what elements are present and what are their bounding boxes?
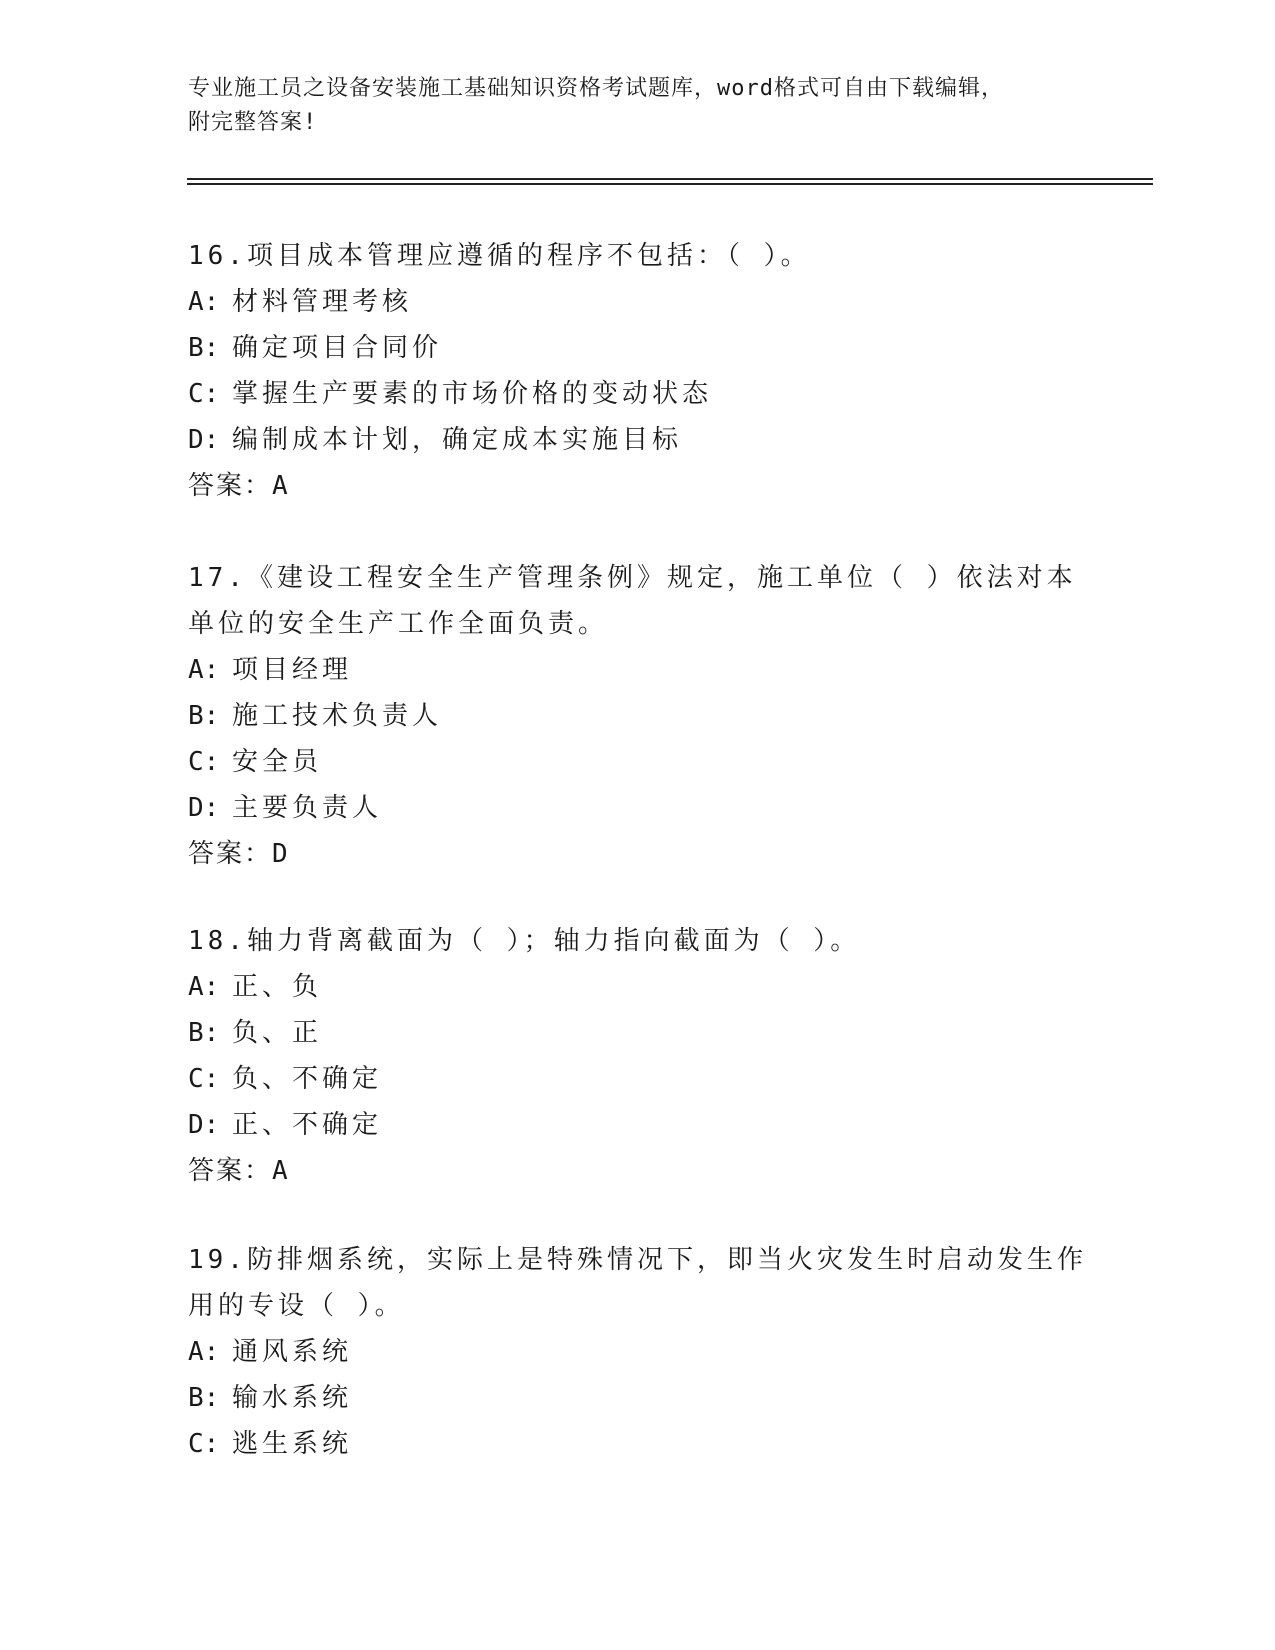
answer-value: A [272, 1156, 288, 1186]
option-c [188, 1421, 1088, 1467]
option-text: 安全员 [232, 747, 323, 777]
option-letter: D: [188, 793, 220, 823]
option-text: 施工技术负责人 [232, 701, 443, 731]
option-letter: C: [188, 379, 220, 409]
option-text: 通风系统 [232, 1337, 353, 1367]
option-a [188, 1329, 1088, 1375]
option-c [188, 739, 1088, 785]
question-stem: 16.项目成本管理应遵循的程序不包括：（ ）。 [188, 241, 811, 271]
option-b [188, 1010, 1088, 1056]
header-divider-bottom [187, 183, 1153, 185]
option-letter: B: [188, 1018, 220, 1048]
answer-line [188, 1148, 1088, 1194]
option-a [188, 279, 1088, 325]
header-line-1: 专业施工员之设备安装施工基础知识资格考试题库，word格式可自由下载编辑， [188, 76, 1004, 101]
option-text: 主要负责人 [232, 793, 383, 823]
answer-value: A [272, 471, 288, 501]
answer-label: 答案： [188, 471, 273, 501]
question-18 [188, 918, 1088, 1194]
option-letter: D: [188, 425, 220, 455]
option-text: 材料管理考核 [232, 287, 413, 317]
option-letter: A: [188, 1337, 220, 1367]
header-divider-top [187, 178, 1153, 180]
answer-line [188, 831, 1088, 877]
option-letter: C: [188, 1064, 220, 1094]
question-stem: 19.防排烟系统，实际上是特殊情况下，即当火灾发生时启动发生作用的专设（ ）。 [188, 1245, 1087, 1321]
option-text: 掌握生产要素的市场价格的变动状态 [232, 379, 713, 409]
option-d [188, 417, 1088, 463]
option-letter: A: [188, 287, 220, 317]
option-b [188, 1375, 1088, 1421]
option-d [188, 785, 1088, 831]
option-text: 输水系统 [232, 1383, 353, 1413]
option-letter: B: [188, 701, 220, 731]
question-stem: 17.《建设工程安全生产管理条例》规定，施工单位（ ）依法对本单位的安全生产工作全面负责。 [188, 563, 1077, 639]
option-text: 正、负 [232, 972, 323, 1002]
option-b [188, 325, 1088, 371]
option-c [188, 371, 1088, 417]
option-text: 确定项目合同价 [232, 333, 443, 363]
option-a [188, 647, 1088, 693]
option-text: 正、不确定 [232, 1110, 383, 1140]
option-c [188, 1056, 1088, 1102]
option-text: 项目经理 [232, 655, 353, 685]
answer-label: 答案： [188, 839, 273, 869]
option-letter: B: [188, 333, 220, 363]
document-header [188, 72, 1068, 140]
option-text: 逃生系统 [232, 1429, 353, 1459]
option-d [188, 1102, 1088, 1148]
option-letter: C: [188, 1429, 220, 1459]
option-letter: D: [188, 1110, 220, 1140]
question-16 [188, 233, 1088, 509]
option-text: 负、正 [232, 1018, 323, 1048]
question-17 [188, 555, 1088, 877]
option-b [188, 693, 1088, 739]
option-a [188, 964, 1088, 1010]
option-letter: A: [188, 655, 220, 685]
answer-value: D [272, 839, 288, 869]
question-19 [188, 1237, 1088, 1467]
option-letter: B: [188, 1383, 220, 1413]
option-letter: A: [188, 972, 220, 1002]
header-line-2: 附完整答案! [188, 110, 318, 135]
answer-label: 答案： [188, 1156, 273, 1186]
answer-line [188, 463, 1088, 509]
option-text: 编制成本计划，确定成本实施目标 [232, 425, 683, 455]
option-letter: C: [188, 747, 220, 777]
option-text: 负、不确定 [232, 1064, 383, 1094]
question-stem: 18.轴力背离截面为（ ）；轴力指向截面为（ ）。 [188, 926, 861, 956]
